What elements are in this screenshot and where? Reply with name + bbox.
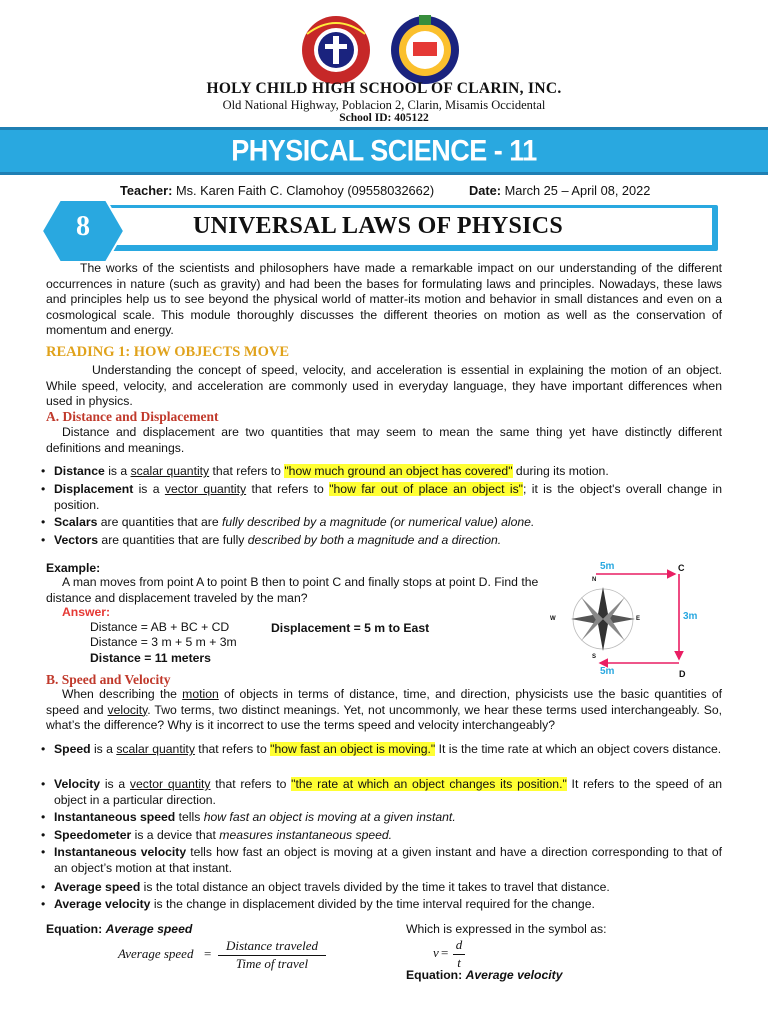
highlight: "how fast an object is moving."	[270, 742, 436, 756]
text: ; it is the object's overall change in position.	[54, 482, 722, 512]
symbol-intro: Which is expressed in the symbol as:	[406, 922, 607, 936]
bullet-dot: •	[41, 845, 46, 859]
module-title: UNIVERSAL LAWS OF PHYSICS	[193, 213, 564, 239]
vector-quantity-term: vector quantity	[164, 482, 247, 496]
motion-term: motion	[182, 687, 219, 701]
term-displacement: Displacement	[54, 482, 134, 496]
formula-numerator: Distance traveled	[225, 938, 319, 953]
label-s: S	[592, 654, 597, 660]
vector-quantity-term: vector quantity	[129, 777, 211, 791]
bullet-vectors	[41, 532, 722, 548]
text: It is the time rate at which an object covers distance.	[435, 742, 722, 756]
label-top-5m: 5m	[600, 561, 615, 572]
term-distance: Distance	[54, 464, 105, 478]
term-velocity: Velocity	[54, 777, 101, 791]
text: that refers to	[210, 777, 292, 791]
label-d: D	[679, 669, 686, 679]
text: is the total distance an object travels divided by the time it takes to travel that distance.	[140, 880, 610, 894]
equation-name: Average speed	[105, 922, 193, 936]
term-average-speed: Average speed	[54, 880, 141, 894]
symbol-equals: =	[441, 945, 449, 960]
equation-label: Equation:	[406, 968, 463, 982]
symbol-v: v	[433, 945, 439, 960]
bullet-scalars	[41, 514, 722, 530]
highlight: "the rate at which an object changes its position."	[291, 777, 567, 791]
highlight: "how much ground an object has covered"	[284, 464, 513, 478]
text: is a device that	[131, 828, 220, 842]
compass-rose-icon	[571, 587, 635, 651]
section-b-heading: B. Speed and Velocity	[46, 672, 171, 687]
bullet-instantaneous-velocity	[41, 844, 722, 876]
intro-paragraph: The works of the scientists and philosophers have made a remarkable impact on our understanding of the different occurrences in nature (such as gravity) and had been the bases for formulating laws and principles. Nowadays, these laws and principles help us to see beyond the physical world of matter-its motion and behavior in small distances and even on a cosmological scale. This module thoroughly discusses the different theories on motion as well as the conservation of momentum and energy.	[46, 261, 722, 337]
bullet-speed	[41, 741, 722, 757]
term-instantaneous-velocity: Instantaneous velocity	[54, 845, 187, 859]
teacher-line	[120, 183, 434, 198]
teacher-value: Ms. Karen Faith C. Clamohoy (09558032662)	[175, 183, 435, 198]
date-value: March 25 – April 08, 2022	[504, 183, 651, 198]
distance-line-2: Distance = 3 m + 5 m + 3m	[90, 635, 237, 649]
example-problem: A man moves from point A to point B then to point C and finally stops at point D. Find the distance and displacement traveled by the man?	[46, 575, 539, 605]
text: . Two terms, two distinct meanings. Yet, not uncommonly, we hear these terms used interchangeably. So, what’s the difference? Why is it incorrect to use the terms speed and velocity interchangeably?	[46, 702, 722, 732]
bullet-dot: •	[41, 482, 46, 496]
text: during its motion.	[512, 464, 609, 478]
motion-diagram	[548, 558, 712, 682]
reading-paragraph: Understanding the concept of speed, velocity, and acceleration is essential in explaining the motion of an object. While speed, velocity, and acceleration are commonly used in everyday language, they have important differences when used in physics.	[46, 363, 722, 408]
bullet-instantaneous-speed	[41, 809, 722, 825]
bullet-average-speed	[41, 879, 722, 895]
label-c: C	[678, 563, 685, 573]
text: is a	[90, 742, 117, 756]
text: that refers to	[194, 742, 271, 756]
bullet-displacement	[41, 481, 722, 513]
example-label: Example:	[46, 561, 101, 575]
distance-line-3: Distance = 11 meters	[90, 651, 211, 665]
school-id: School ID: 405122	[339, 112, 429, 124]
italic-text: measures instantaneous speed.	[219, 828, 393, 842]
module-number-badge	[40, 198, 126, 264]
scalar-quantity-term: scalar quantity	[116, 742, 195, 756]
term-speedometer: Speedometer	[54, 828, 132, 842]
banner-title: PHYSICAL SCIENCE - 11	[231, 134, 537, 168]
term-average-velocity: Average velocity	[54, 897, 151, 911]
text: is the change in displacement divided by the time interval required for the change.	[150, 897, 595, 911]
module-number: 8	[76, 211, 90, 242]
text: that refers to	[246, 482, 330, 496]
label-bottom-5m: 5m	[600, 666, 615, 677]
bullet-dot: •	[41, 897, 46, 911]
school-address: Old National Highway, Poblacion 2, Clarin, Misamis Occidental	[222, 98, 546, 112]
text: of objects in terms of distance, time, and direction, physicists use the basic quantities of speed and	[46, 687, 722, 717]
bullet-dot: •	[41, 777, 46, 791]
bullet-dot: •	[41, 533, 46, 547]
equation-label: Equation:	[46, 922, 103, 936]
text: It refers to the speed of an object in a particular direction.	[54, 777, 722, 807]
text: are quantities that are fully	[98, 533, 248, 547]
distance-line-1: Distance = AB + BC + CD	[90, 620, 230, 634]
bullet-speedometer	[41, 827, 722, 843]
displacement-answer: Displacement = 5 m to East	[271, 621, 430, 635]
bullet-distance	[41, 463, 722, 479]
symbol-d: d	[455, 937, 463, 952]
school-seal-logo	[295, 14, 377, 86]
italic-text: how fast an object is moving at a given instant.	[203, 810, 456, 824]
section-a-paragraph: Distance and displacement are two quantities that may seem to mean the same thing yet have distinctly different definitions and meanings.	[46, 425, 722, 455]
text: that refers to	[209, 464, 285, 478]
text: is a	[104, 464, 131, 478]
bullet-dot: •	[41, 742, 46, 756]
highlight: "how far out of place an object is"	[329, 482, 523, 496]
answer-label: Answer:	[62, 605, 111, 619]
equation-1-label	[46, 922, 192, 936]
label-n: N	[592, 577, 597, 583]
scalar-quantity-term: scalar quantity	[130, 464, 210, 478]
bullet-dot: •	[41, 515, 46, 529]
velocity-term: velocity	[107, 702, 148, 717]
bullet-average-velocity	[41, 896, 722, 912]
term-scalars: Scalars	[54, 515, 98, 529]
term-instantaneous-speed: Instantaneous speed	[54, 810, 176, 824]
equation-2-label	[406, 968, 562, 982]
symbol-t: t	[457, 955, 461, 970]
text: is a	[133, 482, 165, 496]
partner-seal-logo	[385, 12, 465, 86]
bullet-dot: •	[41, 464, 46, 478]
label-e: E	[636, 616, 641, 622]
equation-name: Average velocity	[465, 968, 563, 982]
text: tells	[175, 810, 204, 824]
bullet-dot: •	[41, 810, 46, 824]
formula-denominator: Time of travel	[235, 956, 309, 971]
bullet-velocity	[41, 776, 722, 808]
reading-heading: READING 1: HOW OBJECTS MOVE	[46, 344, 290, 360]
label-right-3m: 3m	[683, 611, 698, 622]
text: are quantities that are	[97, 515, 223, 529]
title-banner	[0, 127, 768, 175]
formula-lhs: Average speed	[118, 946, 194, 961]
bullet-dot: •	[41, 880, 46, 894]
module-title-box	[100, 205, 718, 251]
formula-equals: =	[204, 946, 212, 961]
date-line	[469, 183, 650, 198]
italic-text: fully described by a magnitude (or numerical value) alone.	[222, 515, 535, 529]
date-label: Date:	[469, 183, 501, 198]
teacher-label: Teacher:	[120, 183, 173, 198]
label-w: W	[550, 616, 556, 622]
text: tells how fast an object is moving at a given instant and have a direction corresponding to that of an object’s motion at that instant.	[54, 845, 722, 875]
term-vectors: Vectors	[54, 533, 99, 547]
text: When describing the	[62, 687, 183, 701]
text: is a	[100, 777, 130, 791]
section-a-heading: A. Distance and Displacement	[46, 409, 219, 424]
italic-text: described by both a magnitude and a direction.	[247, 533, 502, 547]
bullet-dot: •	[41, 828, 46, 842]
term-speed: Speed	[54, 742, 91, 756]
section-b-paragraph	[46, 687, 722, 734]
school-name: HOLY CHILD HIGH SCHOOL OF CLARIN, INC.	[206, 80, 562, 97]
